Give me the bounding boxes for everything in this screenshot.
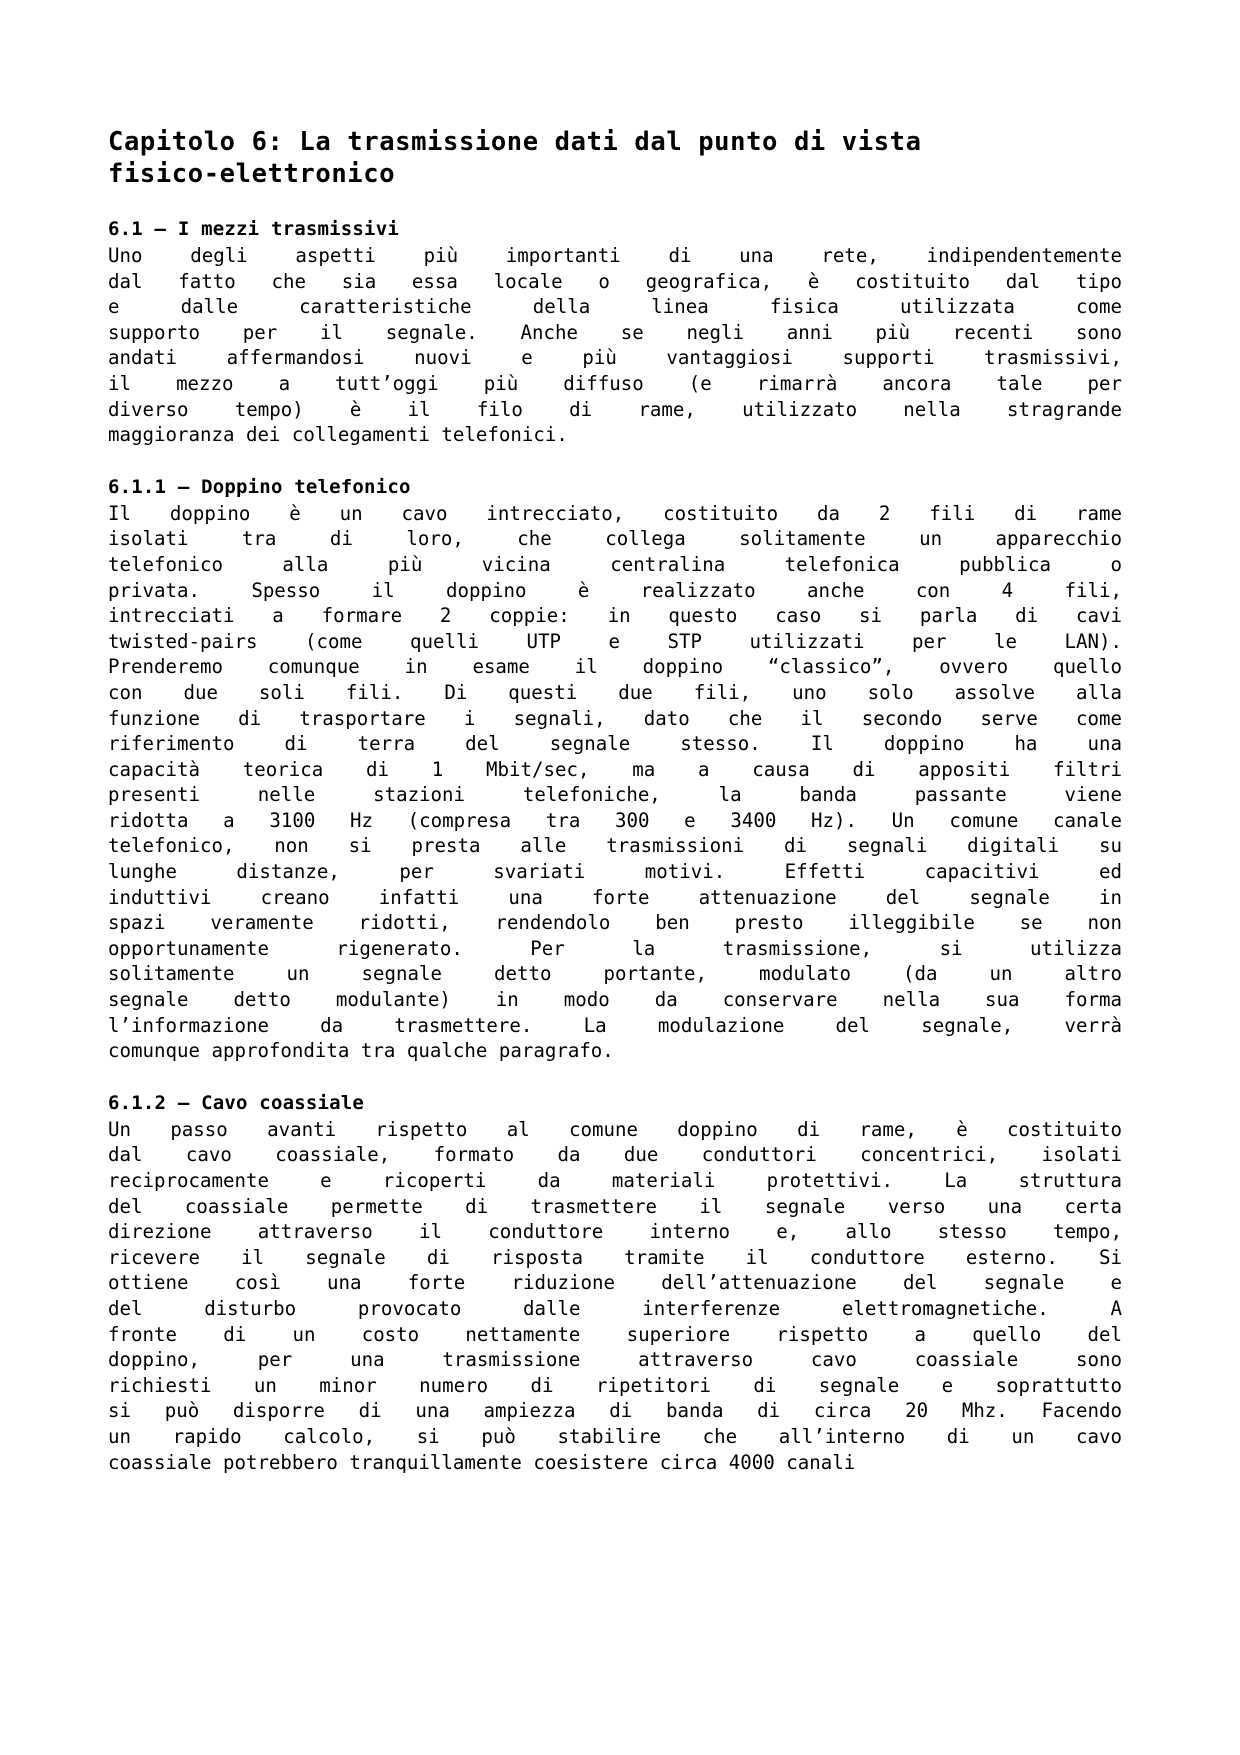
text-line: telefonico, non si presta alle trasmissioni di segnali digitali su	[108, 834, 1122, 858]
text-line: e dalle caratteristiche della linea fisica utilizzata come	[108, 295, 1122, 319]
text-line: privata. Spesso il doppino è realizzato anche con 4 fili,	[108, 578, 1122, 602]
text-line: del coassiale permette di trasmettere il segnale verso una certa	[108, 1194, 1122, 1218]
text-line: del disturbo provocato dalle interferenze elettromagnetiche. A	[108, 1296, 1122, 1320]
text-line: solitamente un segnale detto portante, modulato (da un altro	[108, 962, 1122, 986]
section-6-1-1-body	[108, 501, 1122, 1064]
text-line: supporto per il segnale. Anche se negli anni più recenti sono	[108, 320, 1122, 344]
text-line: Un passo avanti rispetto al comune doppino di rame, è costituito	[108, 1117, 1122, 1141]
text-line: richiesti un minor numero di ripetitori di segnale e soprattutto	[108, 1373, 1122, 1397]
text-line: riferimento di terra del segnale stesso. Il doppino ha una	[108, 732, 1122, 756]
section-6-1-2-body	[108, 1117, 1122, 1475]
text-line: capacità teorica di 1 Mbit/sec, ma a causa di appositi filtri	[108, 757, 1122, 781]
page-title-line-1: Capitolo 6: La trasmissione dati dal punto di vista	[108, 127, 922, 157]
section-6-1-1-heading: 6.1.1 – Doppino telefonico	[108, 475, 411, 498]
text-line: l’informazione da trasmettere. La modulazione del segnale, verrà	[108, 1013, 1122, 1037]
text-line: maggioranza dei collegamenti telefonici.	[108, 423, 568, 447]
text-line: doppino, per una trasmissione attraverso cavo coassiale sono	[108, 1348, 1122, 1372]
section-6-1-1	[108, 474, 1122, 1064]
text-line: Il doppino è un cavo intrecciato, costituito da 2 fili di rame	[108, 501, 1122, 525]
section-6-1	[108, 216, 1122, 448]
section-6-1-2-heading: 6.1.2 – Cavo coassiale	[108, 1091, 365, 1114]
text-line: presenti nelle stazioni telefoniche, la banda passante viene	[108, 783, 1122, 807]
text-line: ridotta a 3100 Hz (compresa tra 300 e 3400 Hz). Un comune canale	[108, 808, 1122, 832]
text-line: con due soli fili. Di questi due fili, uno solo assolve alla	[108, 680, 1122, 704]
section-6-1-heading: 6.1 – I mezzi trasmissivi	[108, 218, 399, 240]
text-line: ottiene così una forte riduzione dell’attenuazione del segnale e	[108, 1271, 1122, 1295]
text-line: lunghe distanze, per svariati motivi. Effetti capacitivi ed	[108, 860, 1122, 884]
text-line: fronte di un costo nettamente superiore rispetto a quello del	[108, 1322, 1122, 1346]
text-line: il mezzo a tutt’oggi più diffuso (e rimarrà ancora tale per	[108, 371, 1122, 395]
section-6-1-2	[108, 1090, 1122, 1475]
text-line: intrecciati a formare 2 coppie: in questo caso si parla di cavi	[108, 604, 1122, 628]
text-line: telefonico alla più vicina centralina telefonica pubblica o	[108, 552, 1122, 576]
text-line: coassiale potrebbero tranquillamente coesistere circa 4000 canali	[108, 1450, 856, 1474]
text-line: diverso tempo) è il filo di rame, utilizzato nella stragrande	[108, 397, 1122, 421]
page-title-line-2: fisico-elettronico	[108, 159, 396, 189]
text-line: reciprocamente e ricoperti da materiali protettivi. La struttura	[108, 1169, 1122, 1192]
text-line: segnale detto modulante) in modo da conservare nella sua forma	[108, 988, 1122, 1012]
text-line: Uno degli aspetti più importanti di una rete, indipendentemente	[108, 244, 1122, 267]
text-line: comunque approfondita tra qualche paragrafo.	[108, 1039, 614, 1063]
text-line: andati affermandosi nuovi e più vantaggiosi supporti trasmissivi,	[108, 346, 1122, 370]
text-line: twisted-pairs (come quelli UTP e STP utilizzati per le LAN).	[108, 629, 1122, 653]
text-line: opportunamente rigenerato. Per la trasmissione, si utilizza	[108, 936, 1122, 960]
text-line: un rapido calcolo, si può stabilire che all’interno di un cavo	[108, 1424, 1122, 1448]
text-line: induttivi creano infatti una forte attenuazione del segnale in	[108, 885, 1122, 909]
page-title	[108, 126, 1122, 190]
text-line: direzione attraverso il conduttore interno e, allo stesso tempo,	[108, 1220, 1122, 1244]
text-line: isolati tra di loro, che collega solitamente un apparecchio	[108, 527, 1122, 551]
text-line: dal cavo coassiale, formato da due conduttori concentrici, isolati	[108, 1143, 1122, 1167]
text-line: dal fatto che sia essa locale o geografica, è costituito dal tipo	[108, 269, 1122, 293]
section-6-1-body	[108, 243, 1122, 448]
text-line: ricevere il segnale di risposta tramite il conduttore esterno. Si	[108, 1245, 1122, 1269]
text-line: Prenderemo comunque in esame il doppino “classico”, ovvero quello	[108, 655, 1122, 679]
text-line: funzione di trasportare i segnali, dato che il secondo serve come	[108, 706, 1122, 730]
text-line: spazi veramente ridotti, rendendolo ben presto illeggibile se non	[108, 911, 1122, 935]
text-line: si può disporre di una ampiezza di banda di circa 20 Mhz. Facendo	[108, 1399, 1122, 1423]
